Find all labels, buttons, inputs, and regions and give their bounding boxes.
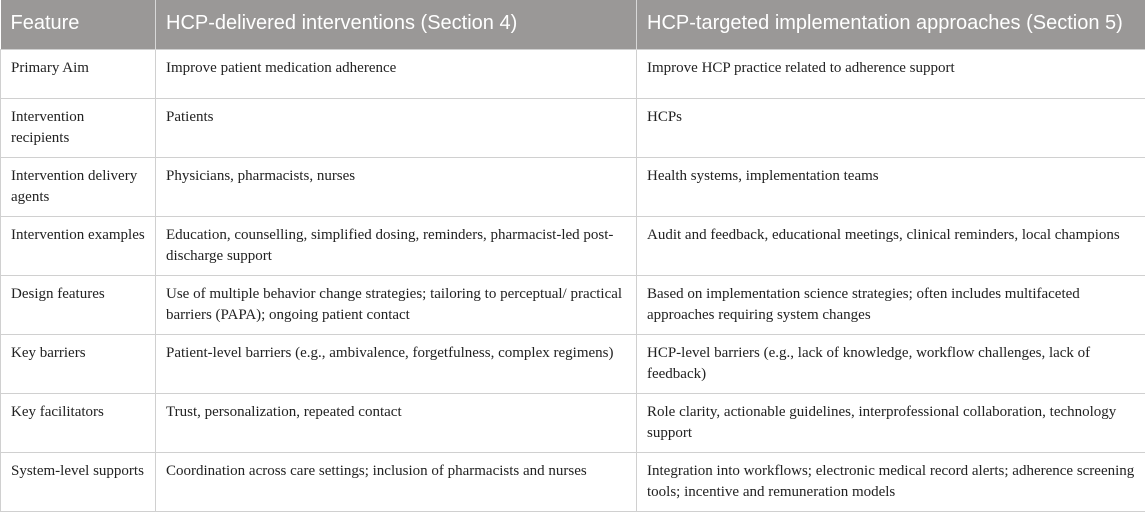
hcp-delivered-cell: Physicians, pharmacists, nurses — [156, 157, 637, 216]
feature-cell: Key facilitators — [1, 393, 156, 452]
hcp-targeted-cell: Integration into workflows; electronic medical record alerts; adherence screening tools; incentive and remuneration models — [637, 452, 1145, 511]
header-hcp-targeted: HCP-targeted implementation approaches (Section 5) — [637, 0, 1145, 49]
table-row — [1, 452, 1145, 511]
table-header — [1, 0, 1145, 49]
header-row — [1, 0, 1145, 49]
feature-cell: Intervention delivery agents — [1, 157, 156, 216]
table-row — [1, 98, 1145, 157]
hcp-targeted-cell: Role clarity, actionable guidelines, interprofessional collaboration, technology support — [637, 393, 1145, 452]
table-row — [1, 49, 1145, 98]
hcp-delivered-cell: Coordination across care settings; inclusion of pharmacists and nurses — [156, 452, 637, 511]
hcp-delivered-cell: Education, counselling, simplified dosing, reminders, pharmacist-led post-discharge support — [156, 216, 637, 275]
feature-cell: Key barriers — [1, 334, 156, 393]
feature-cell: System-level supports — [1, 452, 156, 511]
feature-cell: Design features — [1, 275, 156, 334]
feature-cell: Primary Aim — [1, 49, 156, 98]
hcp-targeted-cell: Audit and feedback, educational meetings, clinical reminders, local champions — [637, 216, 1145, 275]
table-row — [1, 275, 1145, 334]
hcp-delivered-cell: Trust, personalization, repeated contact — [156, 393, 637, 452]
hcp-delivered-cell: Improve patient medication adherence — [156, 49, 637, 98]
header-hcp-delivered: HCP-delivered interventions (Section 4) — [156, 0, 637, 49]
header-feature: Feature — [1, 0, 156, 49]
hcp-targeted-cell: HCPs — [637, 98, 1145, 157]
table-row — [1, 393, 1145, 452]
hcp-delivered-cell: Patients — [156, 98, 637, 157]
hcp-delivered-cell: Use of multiple behavior change strategies; tailoring to perceptual/ practical barriers (PAPA); ongoing patient contact — [156, 275, 637, 334]
feature-cell: Intervention examples — [1, 216, 156, 275]
feature-cell: Intervention recipients — [1, 98, 156, 157]
table-body — [1, 49, 1145, 511]
table-row — [1, 157, 1145, 216]
hcp-delivered-cell: Patient-level barriers (e.g., ambivalence, forgetfulness, complex regimens) — [156, 334, 637, 393]
hcp-targeted-cell: Based on implementation science strategies; often includes multifaceted approaches requiring system changes — [637, 275, 1145, 334]
hcp-targeted-cell: Health systems, implementation teams — [637, 157, 1145, 216]
hcp-targeted-cell: HCP-level barriers (e.g., lack of knowledge, workflow challenges, lack of feedback) — [637, 334, 1145, 393]
hcp-targeted-cell: Improve HCP practice related to adherence support — [637, 49, 1145, 98]
table-row — [1, 216, 1145, 275]
table-row — [1, 334, 1145, 393]
